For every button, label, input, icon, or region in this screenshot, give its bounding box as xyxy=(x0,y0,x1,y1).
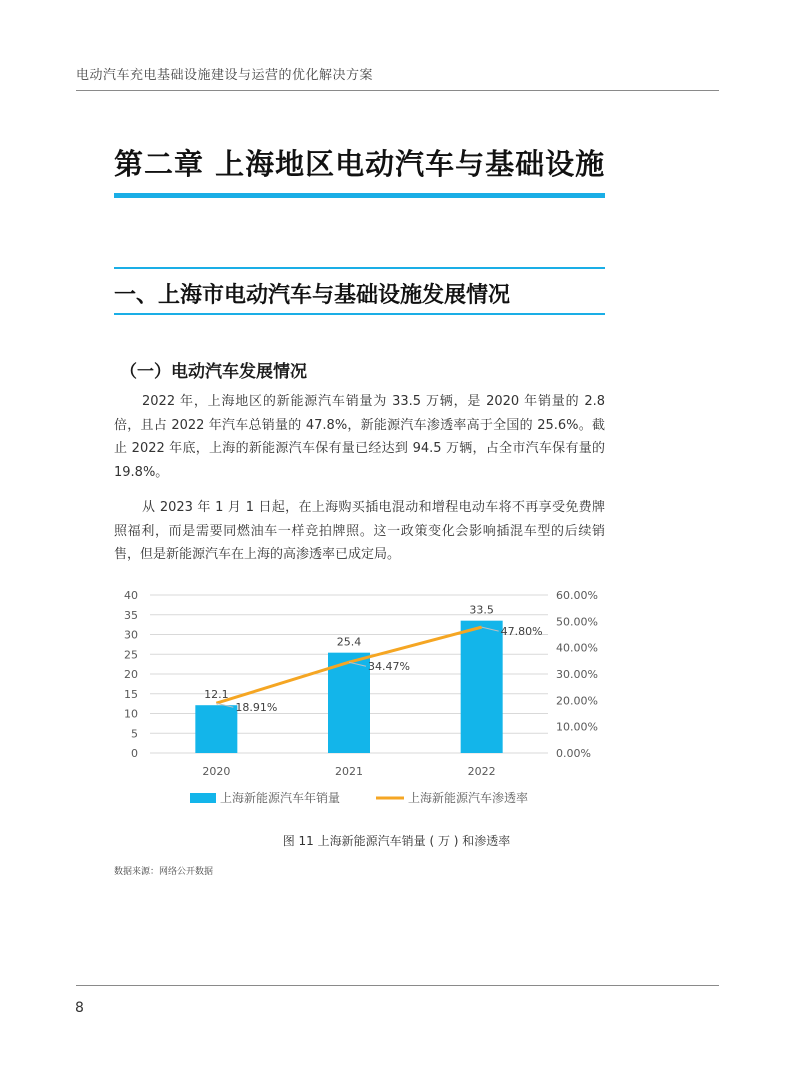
legend-bar-label: 上海新能源汽车年销量 xyxy=(220,791,341,805)
data-source: 数据来源：网络公开数据 xyxy=(114,867,214,877)
subsection-title: （一）电动汽车发展情况 xyxy=(120,362,307,382)
left-tick-label: 35 xyxy=(124,608,138,622)
bar-value-label: 12.1 xyxy=(204,688,229,702)
left-tick-label: 30 xyxy=(124,628,138,642)
section-rule-bottom xyxy=(114,313,605,315)
line-value-label: 47.80% xyxy=(500,625,543,639)
x-tick-label: 2022 xyxy=(467,765,496,778)
x-tick-label: 2020 xyxy=(202,765,231,778)
left-tick-label: 0 xyxy=(131,747,138,760)
footer-divider xyxy=(76,985,719,986)
left-tick-label: 15 xyxy=(124,687,138,701)
chapter-underline xyxy=(114,193,605,198)
running-header: 电动汽车充电基础设施建设与运营的优化解决方案 xyxy=(76,68,374,83)
bar-2022 xyxy=(461,621,503,753)
right-tick-label: 50.00% xyxy=(556,615,598,629)
left-tick-label: 20 xyxy=(124,668,138,681)
body-paragraph-2: 从 2023 年 1 月 1 日起，在上海购买插电混动和增程电动车将不再享受免费牌照福利，而是需要同燃油车一样竞拍牌照。这一政策变化会影响插混车型的后续销售，但是新能源汽车在上海的高渗透率已成定局。 xyxy=(114,500,605,562)
section-rule-top xyxy=(114,267,605,269)
legend-line-label: 上海新能源汽车渗透率 xyxy=(408,791,529,805)
line-value-label: 34.47% xyxy=(368,660,410,674)
bar-value-label: 33.5 xyxy=(469,603,494,617)
body-paragraph-1: 2022 年，上海地区的新能源汽车销量为 33.5 万辆，是 2020 年销量的 2.8 倍，且占 2022 年汽车总销量的 47.8%，新能源汽车渗透率高于全国的 25.6%。截止 2022 年底，上海的新能源汽车保有量已经达到 94.5 万辆，占全市汽车保有量的 19.8%。 xyxy=(114,394,605,480)
right-tick-label: 30.00% xyxy=(556,668,598,681)
figure-caption: 图 11 上海新能源汽车销量 ( 万 ) 和渗透率 xyxy=(282,834,511,848)
bar-2020 xyxy=(195,705,237,753)
right-tick-label: 40.00% xyxy=(556,641,598,655)
header-divider xyxy=(76,90,719,91)
chapter-title: 第二章 上海地区电动汽车与基础设施 xyxy=(114,147,606,181)
page-number: 8 xyxy=(75,1000,84,1016)
line-value-label: 18.91% xyxy=(235,701,278,715)
right-tick-label: 60.00% xyxy=(556,589,598,602)
left-tick-label: 5 xyxy=(131,727,138,741)
legend-bar-swatch xyxy=(190,793,216,803)
x-tick-label: 2021 xyxy=(335,765,363,778)
bar-value-label: 25.4 xyxy=(336,635,362,649)
right-tick-label: 20.00% xyxy=(556,694,598,708)
section-title: 一、上海市电动汽车与基础设施发展情况 xyxy=(114,283,511,308)
right-tick-label: 10.00% xyxy=(556,720,598,734)
sales-penetration-chart xyxy=(110,582,610,812)
left-tick-label: 40 xyxy=(124,589,138,602)
left-tick-label: 25 xyxy=(124,648,138,662)
right-tick-label: 0.00% xyxy=(556,747,591,760)
left-tick-label: 10 xyxy=(124,707,138,721)
